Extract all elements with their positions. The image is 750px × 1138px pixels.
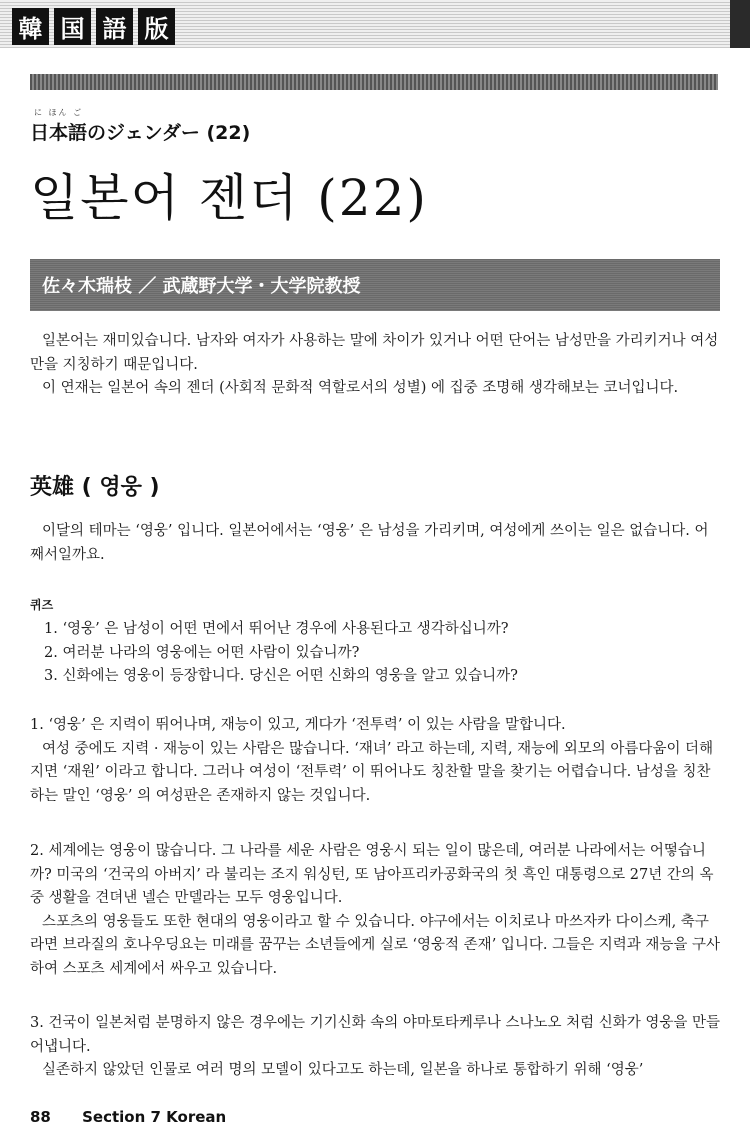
section-intro-paragraph: 이달의 테마는 ‘영웅’ 입니다. 일본어에서는 ‘영웅’ 은 남성을 가리키며, 여성에게 쓰이는 일은 없습니다. 어째서일까요. bbox=[30, 523, 709, 563]
badge-koku: 国 bbox=[54, 8, 91, 45]
japanese-subtitle: 日本語のジェンダー (22) bbox=[30, 122, 251, 144]
intro-paragraph: 일본어는 재미있습니다. 남자와 여자가 사용하는 말에 차이가 있거나 어떤 단어는 남성만을 가리키거나 여성만을 지칭하기 때문입니다. bbox=[30, 333, 719, 373]
answer-2 bbox=[30, 840, 722, 981]
badge-go: 語 bbox=[96, 8, 133, 45]
answer-3 bbox=[30, 1012, 722, 1083]
author-name: 佐々木瑞枝 ／ 武蔵野大学・大学院教授 bbox=[42, 276, 361, 297]
language-badges bbox=[12, 8, 175, 45]
answer-paragraph: 3. 건국이 일본처럼 분명하지 않은 경우에는 기기신화 속의 야마토타케루나 스나노오 처럼 신화가 영웅을 만들어냅니다. bbox=[30, 1015, 721, 1055]
header-corner bbox=[730, 0, 750, 48]
quiz-item: 1. ‘영웅’ 은 남성이 어떤 면에서 뛰어난 경우에 사용된다고 생각하십니까? bbox=[44, 621, 509, 637]
answer-paragraph: 스포츠의 영웅들도 또한 현대의 영웅이라고 할 수 있습니다. 야구에서는 이치로나 마쓰자카 다이스케, 축구라면 브라질의 호나우딩요는 미래를 꿈꾸는 소년들에게 실로 ‘영웅적 존재’ 입니다. 그들은 지력과 재능을 구사하여 스포츠 세계에서 싸우고 있습니다. bbox=[30, 913, 721, 977]
badge-kan: 韓 bbox=[12, 8, 49, 45]
answer-1 bbox=[30, 714, 722, 808]
answer-paragraph: 여성 중에도 지력 · 재능이 있는 사람은 많습니다. ‘재녀’ 라고 하는데, 지력, 재능에 외모의 아름다움이 더해지면 ‘재원’ 이라고 합니다. 그러나 여성이 ‘전투력’ 이 뛰어나도 칭찬할 말을 찾기는 어렵습니다. 남성을 칭찬하는 말인 ‘영웅’ 의 여성판은 존재하지 않는 것입니다. bbox=[30, 740, 714, 804]
answer-paragraph: 2. 세계에는 영웅이 많습니다. 그 나라를 세운 사람은 영웅시 되는 일이 많은데, 여러분 나라에서는 어떻습니까? 미국의 ‘건국의 아버지’ 라 불리는 조지 워싱턴, 또 남아프리카공화국의 첫 흑인 대통령으로 27년 간의 옥중 생활을 견뎌낸 넬슨 만델라는 모두 영웅입니다. bbox=[30, 843, 714, 906]
section-label: Section 7 Korean bbox=[82, 1108, 227, 1126]
author-bar bbox=[30, 259, 720, 311]
section-intro bbox=[30, 520, 722, 567]
badge-han: 版 bbox=[138, 8, 175, 45]
quiz-item: 3. 신화에는 영웅이 등장합니다. 당신은 어떤 신화의 영웅을 알고 있습니까? bbox=[44, 668, 518, 684]
intro-paragraph: 이 연재는 일본어 속의 젠더 (사회적 문화적 역할로서의 성별) 에 집중 조명해 생각해보는 코너입니다. bbox=[42, 380, 679, 396]
title-rule bbox=[30, 74, 718, 90]
page-number: 88 bbox=[30, 1108, 51, 1126]
answer-paragraph: 1. ‘영웅’ 은 지력이 뛰어나며, 재능이 있고, 게다가 ‘전투력’ 이 있는 사람을 말합니다. bbox=[30, 717, 566, 733]
page-footer bbox=[30, 1108, 226, 1126]
answer-paragraph: 실존하지 않았던 인물로 여러 명의 모델이 있다고도 하는데, 일본을 하나로 통합하기 위해 ‘영웅’ bbox=[42, 1062, 644, 1078]
quiz-list bbox=[44, 618, 518, 689]
quiz-item: 2. 여러분 나라의 영웅에는 어떤 사람이 있습니까? bbox=[44, 644, 360, 661]
header-band bbox=[0, 0, 750, 48]
korean-title: 일본어 젠더 (22) bbox=[30, 169, 428, 227]
intro-text bbox=[30, 330, 722, 401]
subtitle-block bbox=[30, 108, 250, 145]
furigana: に ほん ご bbox=[34, 108, 84, 117]
section-heading: 英雄 ( 영웅 ) bbox=[30, 475, 160, 500]
quiz-label: 퀴즈 bbox=[30, 598, 54, 612]
